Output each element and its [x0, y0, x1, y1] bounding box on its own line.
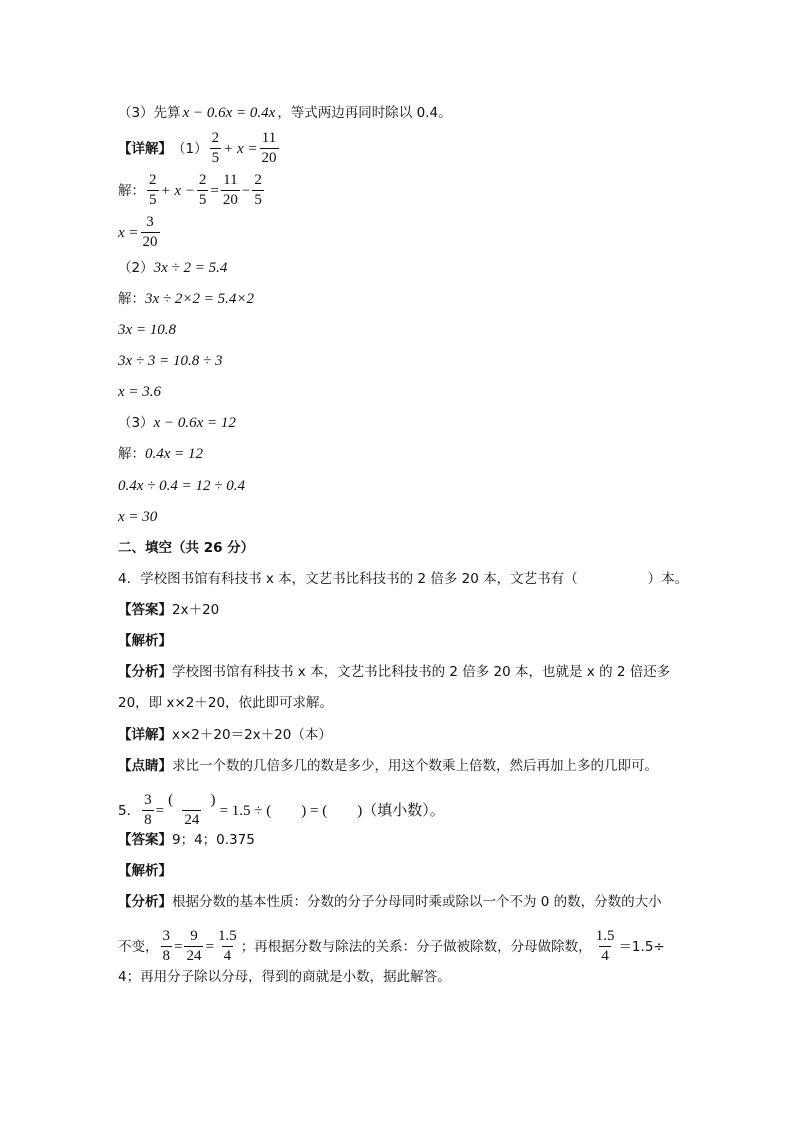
section-label: 【答案】	[118, 602, 172, 618]
section-label: 【点睛】	[118, 758, 172, 774]
line-step-2b: 3x ÷ 3 = 10.8 ÷ 3	[118, 353, 223, 369]
analysis-heading-5: 【解析】	[118, 863, 172, 879]
question-5: 5． $\frac{3}{8}$ = $\frac{( )}{24}$ = 1.5 ÷ ( ) = ( )（填小数）。	[118, 792, 445, 828]
section-label: 【分析】	[118, 894, 172, 910]
answer-4: 【答案】 2x＋20	[118, 602, 220, 618]
fraction: $\frac{11}{20}$	[261, 130, 277, 166]
analysis-5-line2: 不变， $\frac{3}{8}$ = $\frac{9}{24}$ = $\frac{1.5}{4}$ ；再根据分数与除法的关系：分子做被除数，分母做除数， $\frac{1.5}{4}$ ＝1.5÷	[118, 928, 665, 964]
fraction: $\frac{2}{5}$	[149, 172, 157, 208]
fraction: $\frac{3}{8}$	[162, 928, 170, 964]
section-heading: 二、填空（共 26 分）	[118, 540, 255, 556]
note-4: 【点睛】 求比一个数的几倍多几的数是多少，用这个数乘上倍数，然后再加上多的几即可。	[118, 758, 658, 774]
line-solve-2: 解： 3x ÷ 2×2 = 5.4×2	[118, 291, 255, 307]
section-label: 【详解】	[118, 140, 172, 157]
fraction-with-blank: $\frac{( )}{24}$	[168, 792, 216, 828]
analysis-4-line2: 20，即 x×2＋20，依此即可求解。	[118, 695, 334, 711]
fraction: $\frac{1.5}{4}$	[595, 928, 615, 964]
analysis-5-line3: 4；再用分子除以分母，得到的商就是小数，据此解答。	[118, 969, 451, 985]
line-result-3: x = 30	[118, 509, 158, 525]
detail-4: 【详解】 x×2＋20＝2x＋20（本）	[118, 727, 332, 743]
line-step-2a: 3x = 10.8	[118, 322, 177, 338]
question-4: 4．学校图书馆有科技书 x 本，文艺书比科技书的 2 倍多 20 本，文艺书有（ ）本。	[118, 571, 689, 587]
line-detail-1: 【详解】 （1） $\frac{2}{5}$ + x = $\frac{11}{20}$	[118, 130, 277, 166]
section-label: 【详解】	[118, 727, 172, 743]
fraction: $\frac{9}{24}$	[186, 928, 202, 964]
fraction: $\frac{3}{20}$	[142, 214, 158, 250]
analysis-4-line1: 【分析】 学校图书馆有科技书 x 本，文艺书比科技书的 2 倍多 20 本，也就是 x 的 2 倍还多	[118, 664, 671, 680]
answer-5: 【答案】 9；4；0.375	[118, 832, 255, 848]
section-label: 【分析】	[118, 664, 172, 680]
line-result-1: x = $\frac{3}{20}$	[118, 214, 158, 250]
fraction: $\frac{3}{8}$	[144, 792, 152, 828]
fraction: $\frac{11}{20}$	[222, 172, 238, 208]
fraction: $\frac{2}{5}$	[211, 130, 220, 166]
line-step-3a: 0.4x ÷ 0.4 = 12 ÷ 0.4	[118, 478, 245, 494]
fraction: $\frac{2}{5}$	[254, 172, 262, 208]
line-solve-1: 解： $\frac{2}{5}$ + x − $\frac{2}{5}$ = $\frac{11}{20}$ − $\frac{2}{5}$	[118, 172, 262, 208]
equation: x − 0.6x = 0.4x	[182, 105, 276, 121]
line-solve-3: 解： 0.4x = 12	[118, 446, 204, 462]
fraction: $\frac{2}{5}$	[198, 172, 207, 208]
line-result-2: x = 3.6	[118, 384, 162, 400]
line-eq-3: （3） x − 0.6x = 12	[118, 415, 236, 431]
section-label: 【答案】	[118, 832, 172, 848]
line-eq-2: （2） 3x ÷ 2 = 5.4	[118, 260, 228, 276]
fraction: $\frac{1.5}{4}$	[217, 928, 237, 964]
line-step3-hint: （3）先算 x − 0.6x = 0.4x ，等式两边再同时除以 0.4。	[118, 105, 452, 121]
analysis-5-line1: 【分析】 根据分数的基本性质：分数的分子分母同时乘或除以一个不为 0 的数，分数的大小	[118, 894, 662, 910]
analysis-heading-4: 【解析】	[118, 633, 172, 649]
